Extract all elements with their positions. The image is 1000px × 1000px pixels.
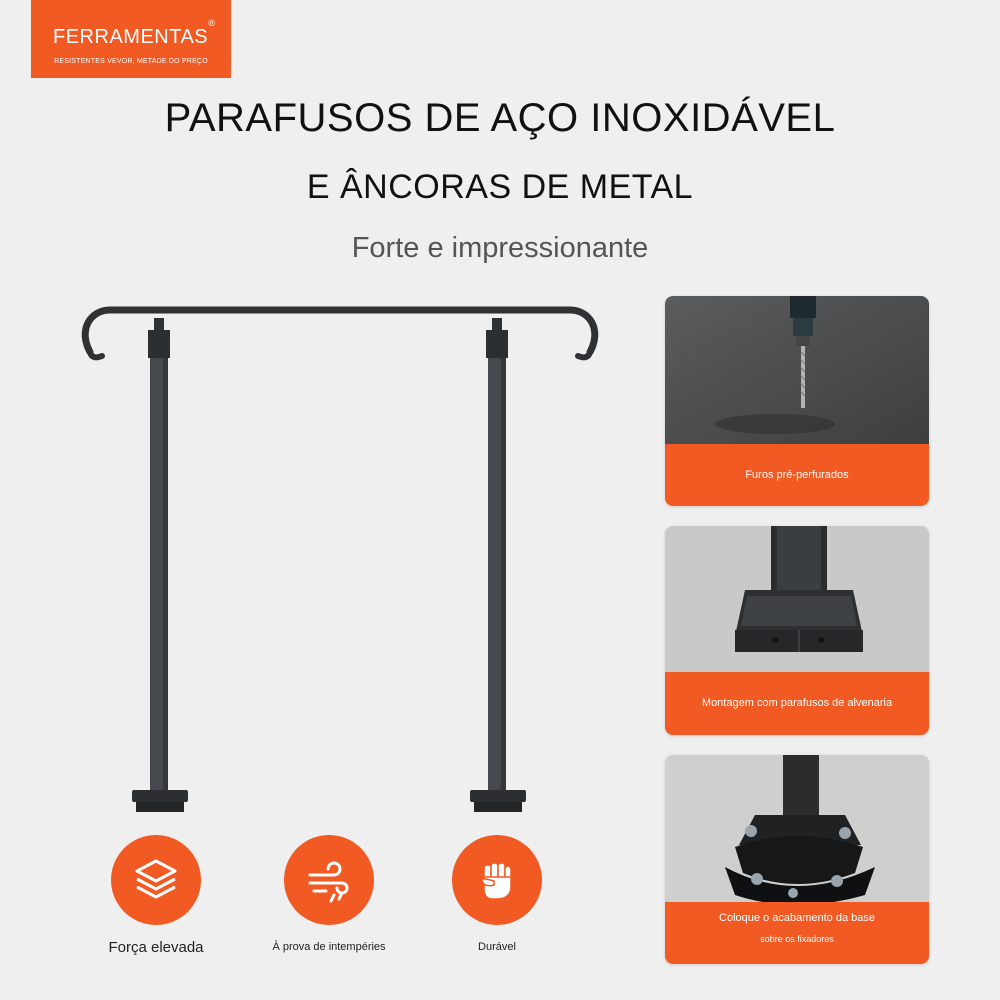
headline-line-2: E ÂNCORAS DE METAL — [306, 168, 694, 206]
headline-line-1: PARAFUSOS DE AÇO INOXIDÁVEL — [164, 96, 836, 140]
feature-label: Durável — [478, 941, 516, 953]
detail-card-masonry-mount — [665, 526, 929, 735]
wind-rain-icon — [284, 835, 374, 925]
detail-card-pre-drilled — [665, 296, 929, 506]
card-caption — [665, 902, 929, 964]
headline-subtitle: Forte e impressionante — [351, 232, 649, 264]
feature-label: À prova de intempéries — [272, 941, 386, 953]
registered-mark: ® — [208, 18, 215, 28]
detail-card-base-cover — [665, 755, 929, 964]
brand-name: FERRAMENTAS — [53, 26, 209, 48]
fist-icon — [452, 835, 542, 925]
card-caption-line-1: Coloque o acabamento da base — [719, 912, 875, 924]
base-cover-photo — [665, 755, 929, 902]
feature-weatherproof — [259, 835, 399, 953]
feature-high-strength — [86, 835, 226, 956]
card-caption: Montagem com parafusos de alvenaria — [665, 672, 929, 735]
feature-label: Força elevada — [108, 939, 204, 956]
layers-icon — [111, 835, 201, 925]
feature-durable — [427, 835, 567, 953]
drill-photo — [665, 296, 929, 444]
brand-logo — [31, 0, 231, 78]
card-caption: Furos pré-perfurados — [665, 444, 929, 506]
brand-tagline: RESISTENTES VEVOR, METADE DO PREÇO — [54, 58, 208, 65]
base-plate-photo — [665, 526, 929, 672]
card-caption-line-2: sobre os fixadores — [760, 934, 834, 944]
handrail-illustration — [70, 290, 610, 830]
